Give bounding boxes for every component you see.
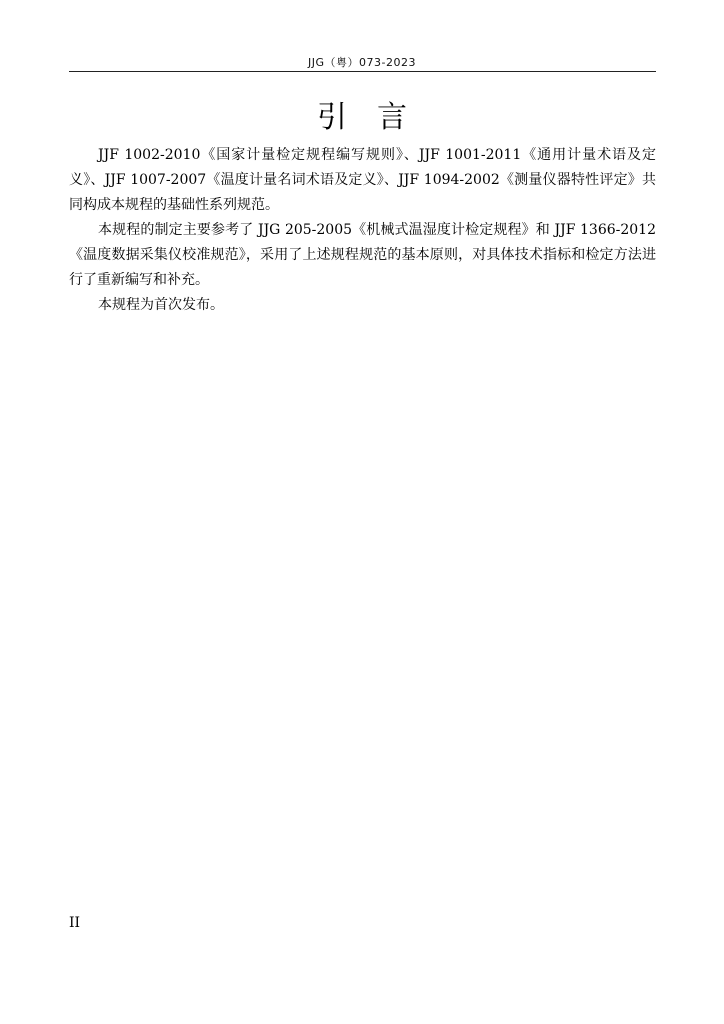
paragraph-3: 本规程为首次发布。 <box>98 297 224 313</box>
paragraph-2: 本规程的制定主要参考了 JJG 205-2005《机械式温湿度计检定规程》和 JJF 1366-2012《温度数据采集仪校准规范》，采用了上述规程规范的基本原则，对具体技术指标和检定方法进行了重新编写和补充。 <box>69 222 656 288</box>
document-code-header: JJG（粤）073-2023 <box>308 56 416 69</box>
header-divider <box>69 71 656 72</box>
paragraph-1: JJF 1002-2010《国家计量检定规程编写规则》、JJF 1001-2011《通用计量术语及定义》、JJF 1007-2007《温度计量名词术语及定义》、JJF 1094-2002《测量仪器特性评定》共同构成本规程的基础性系列规范。 <box>69 147 656 213</box>
page-title: 引言 <box>317 100 437 135</box>
page-number: II <box>69 915 81 931</box>
document-body <box>69 143 656 318</box>
